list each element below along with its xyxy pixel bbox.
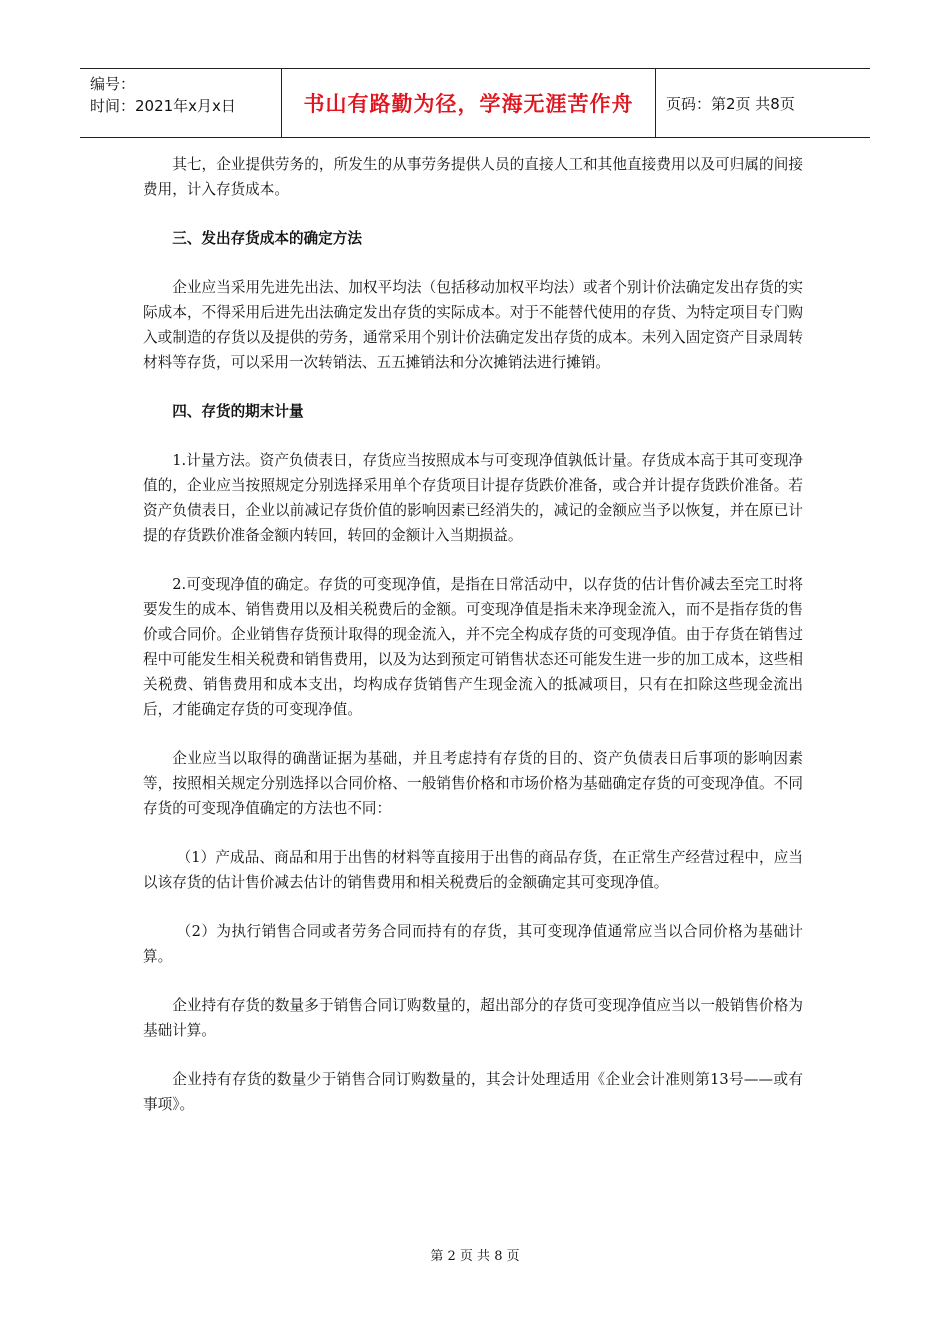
footer-page-number: 第 2 页 共 8 页: [430, 1249, 520, 1264]
paragraph: 其七，企业提供劳务的，所发生的从事劳务提供人员的直接人工和其他直接费用以及可归属的间接费用，计入存货成本。: [143, 156, 803, 198]
header-meta-cell: [80, 69, 282, 137]
list-paragraph: （2）为执行销售合同或者劳务合同而持有的存货，其可变现净值通常应当以合同价格为基础计算。: [143, 923, 803, 965]
header-page-number: 页码：第2页 共8页: [666, 94, 795, 113]
serial-number-label: 编号：: [90, 75, 136, 93]
paragraph: 企业应当以取得的确凿证据为基础，并且考虑持有存货的目的、资产负债表日后事项的影响因素等，按照相关规定分别选择以合同价格、一般销售价格和市场价格为基础确定存货的可变现净值。不同存货的可变现净值确定的方法也不同：: [143, 750, 803, 817]
paragraph: 企业持有存货的数量多于销售合同订购数量的，超出部分的存货可变现净值应当以一般销售价格为基础计算。: [143, 997, 803, 1039]
list-paragraph: （1）产成品、商品和用于出售的材料等直接用于出售的商品存货，在正常生产经营过程中，应当以该存货的估计售价减去估计的销售费用和相关税费后的金额确定其可变现净值。: [143, 849, 803, 891]
motto-cell: [282, 69, 656, 137]
paragraph: 企业持有存货的数量少于销售合同订购数量的，其会计处理适用《企业会计准则第13号——或有事项》。: [143, 1071, 803, 1113]
page-number-cell: [656, 69, 870, 137]
paragraph: 2.可变现净值的确定。存货的可变现净值，是指在日常活动中，以存货的估计售价减去至完工时将要发生的成本、销售费用以及相关税费后的金额。可变现净值是指未来净现金流入，而不是指存货的售价或合同价。企业销售存货预计取得的现金流入，并不完全构成存货的可变现净值。由于存货在销售过程中可能发生相关税费和销售费用，以及为达到预定可销售状态还可能发生进一步的加工成本，这些相关税费、销售费用和成本支出，均构成存货销售产生现金流入的抵减项目，只有在扣除这些现金流出后，才能确定存货的可变现净值。: [143, 576, 803, 718]
header-motto: 书山有路勤为径，学海无涯苦作舟: [303, 92, 634, 116]
page-footer: [0, 1245, 950, 1264]
document-body: [143, 152, 803, 1141]
page-header: [80, 68, 870, 138]
paragraph: 企业应当采用先进先出法、加权平均法（包括移动加权平均法）或者个别计价法确定发出存货的实际成本，不得采用后进先出法确定发出存货的实际成本。对于不能替代使用的存货、为特定项目专门购入或制造的存货以及提供的劳务，通常采用个别计价法确定发出存货的成本。未列入固定资产目录周转材料等存货，可以采用一次转销法、五五摊销法和分次摊销法进行摊销。: [143, 279, 803, 371]
section-heading: 四、存货的期末计量: [172, 403, 304, 420]
time-label: 时间：2021年x月x日: [90, 97, 236, 115]
paragraph: 1.计量方法。资产负债表日，存货应当按照成本与可变现净值孰低计量。存货成本高于其可变现净值的，企业应当按照规定分别选择采用单个存货项目计提存货跌价准备，或合并计提存货跌价准备。若资产负债表日，企业以前减记存货价值的影响因素已经消失的，减记的金额应当予以恢复，并在原已计提的存货跌价准备金额内转回，转回的金额计入当期损益。: [143, 452, 803, 544]
section-heading: 三、发出存货成本的确定方法: [172, 230, 362, 247]
